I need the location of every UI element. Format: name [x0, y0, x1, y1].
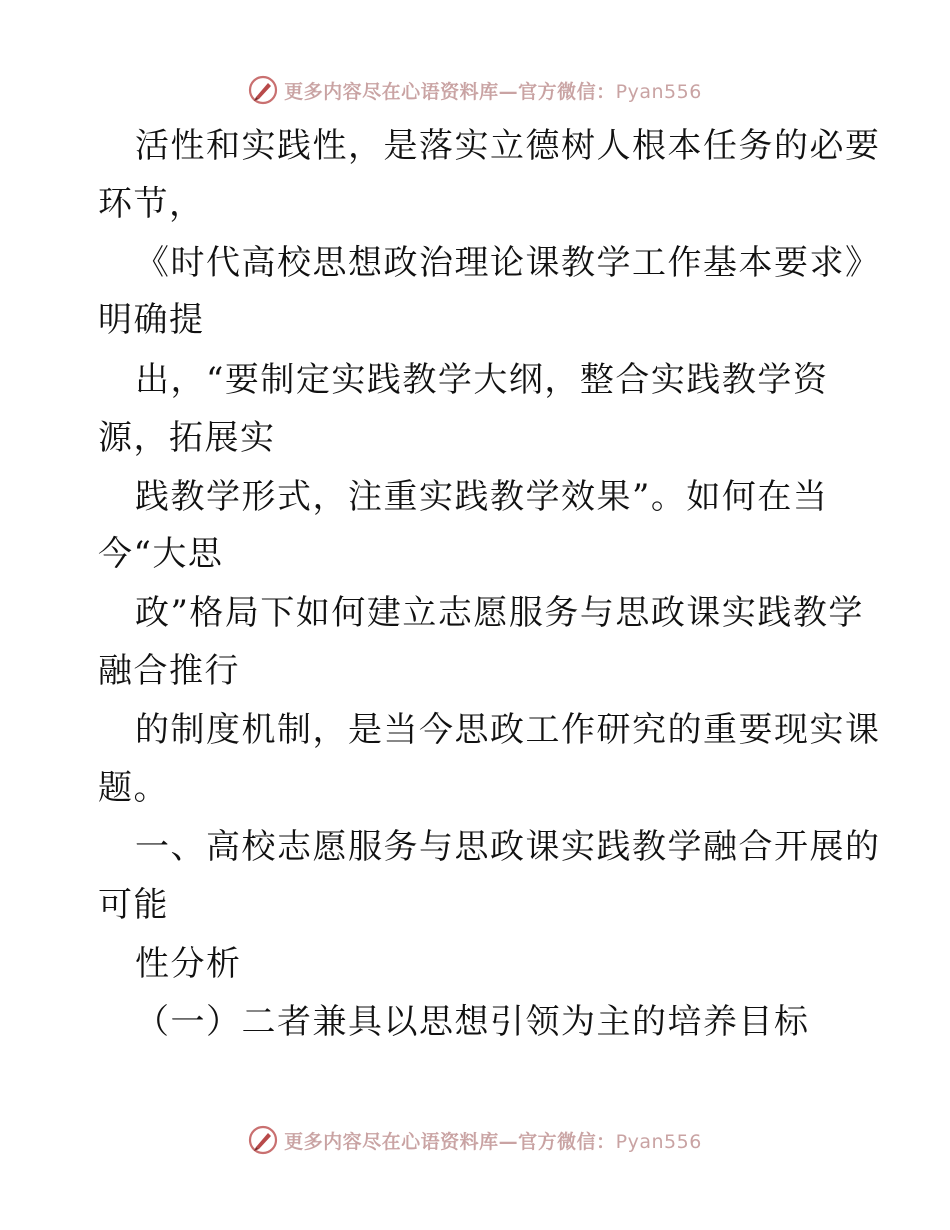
subsection-heading-line: （一）二者兼具以思想引领为主的培养目标: [135, 1002, 810, 1042]
watermark-text: 更多内容尽在心语资料库—官方微信：Pyan556: [284, 80, 702, 103]
pen-logo-icon: [248, 75, 278, 105]
text-line: 融合推行: [98, 651, 240, 691]
section-heading-line: 可能: [98, 885, 169, 925]
text-line: 明确提: [98, 300, 205, 340]
text-line: 题。: [98, 768, 169, 808]
text-line: 源，拓展实: [98, 418, 276, 458]
text-line: 环节，: [98, 184, 205, 224]
pen-logo-icon: [248, 1125, 278, 1155]
section-heading-line: 性分析: [135, 944, 242, 984]
text-line: 的制度机制，是当今思政工作研究的重要现实课: [135, 710, 881, 750]
text-line: 《时代高校思想政治理论课教学工作基本要求》: [135, 243, 881, 283]
text-line: 活性和实践性，是落实立德树人根本任务的必要: [135, 126, 881, 166]
footer-watermark: [0, 1122, 950, 1158]
text-line: 政”格局下如何建立志愿服务与思政课实践教学: [135, 593, 864, 633]
text-line: 践教学形式，注重实践教学效果”。如何在当: [135, 477, 829, 517]
header-watermark: [0, 72, 950, 108]
text-line: 出，“要制定实践教学大纲，整合实践教学资: [135, 360, 829, 400]
text-line: 今“大思: [98, 534, 224, 574]
section-heading-line: 一、高校志愿服务与思政课实践教学融合开展的: [135, 827, 881, 867]
watermark-text: 更多内容尽在心语资料库—官方微信：Pyan556: [284, 1130, 702, 1153]
